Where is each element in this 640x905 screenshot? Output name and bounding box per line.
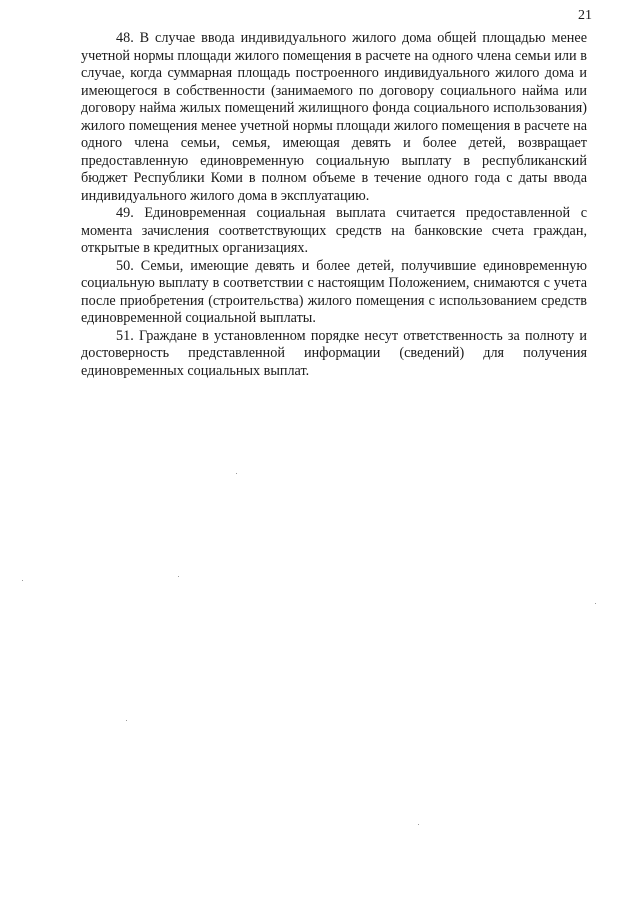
paragraph-49: 49. Единовременная социальная выплата считается предоставленной с момента зачисления соответствующих средств на банковские счета граждан, открытые в кредитных организациях.: [81, 205, 587, 256]
scan-speck: [418, 824, 419, 825]
paragraph-48: 48. В случае ввода индивидуального жилого дома общей площадью менее учетной нормы площади жилого помещения в расчете на одного члена семьи или в случае, когда суммарная площадь построенного индивидуального жилого дома и имеющегося в собственности (занимаемого по договору социального найма или договору найма жилых помещений жилищного фонда социального использования) жилого помещения менее учетной нормы площади жилого помещения в расчете на одного члена семьи, семья, имеющая девять и более детей, возвращает предоставленную единовременную социальную выплату в республиканский бюджет Республики Коми в полном объеме в течение одного года с даты ввода индивидуального жилого дома в эксплуатацию.: [81, 30, 587, 204]
scan-speck: [178, 576, 179, 577]
paragraph-51: 51. Граждане в установленном порядке несут ответственность за полноту и достоверность представленной информации (сведений) для получения единовременных социальных выплат.: [81, 327, 587, 379]
document-body: [81, 30, 587, 380]
paragraph-50: 50. Семьи, имеющие девять и более детей, получившие единовременную социальную выплату в соответствии с настоящим Положением, снимаются с учета после приобретения (строительства) жилого помещения с использованием средств единовременной социальной выплаты.: [81, 257, 587, 326]
scan-speck: [126, 720, 127, 721]
page-number: 21: [578, 8, 592, 23]
scan-speck: [22, 580, 23, 581]
scan-speck: [595, 603, 596, 604]
scan-speck: [236, 473, 237, 474]
